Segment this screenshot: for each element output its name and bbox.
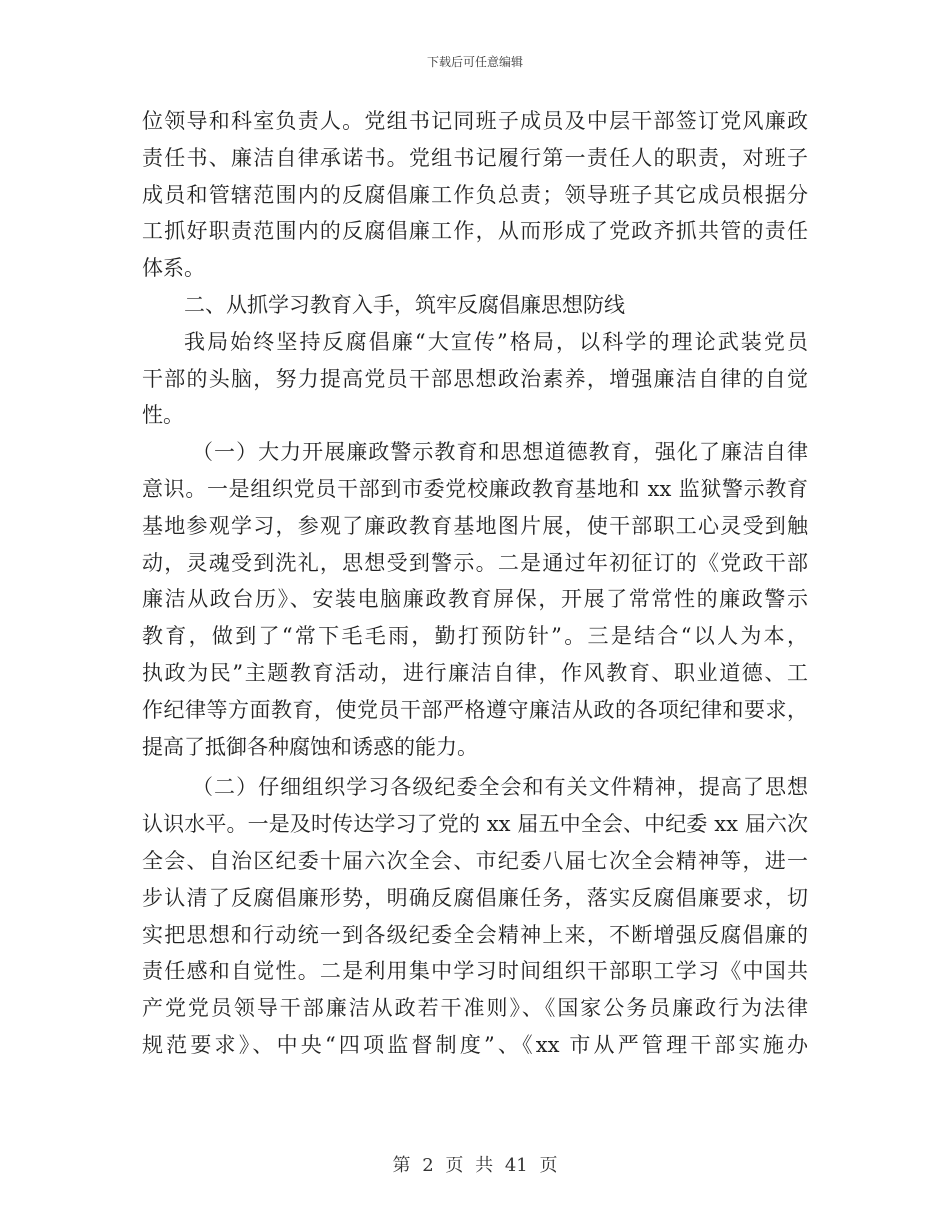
body-line: 步认清了反腐倡廉形势，明确反腐倡廉任务，落实反腐倡廉要求，切 (142, 885, 808, 910)
subsection-heading-line: （一）大力开展廉政警示教育和思想道德教育，强化了廉洁自律 (192, 440, 808, 465)
subsection-heading-line: （二）仔细组织学习各级纪委全会和有关文件精神，提高了思想 (192, 775, 808, 800)
body-line: 意识。一是组织党员干部到市委党校廉政教育基地和 xx 监狱警示教育 (142, 476, 808, 501)
body-line: 位领导和科室负责人。党组书记同班子成员及中层干部签订党风廉政 (142, 109, 808, 133)
body-line: 工抓好职责范围内的反腐倡廉工作，从而形成了党政齐抓共管的责任 (142, 219, 808, 244)
body-line: 责任书、廉洁自律承诺书。党组书记履行第一责任人的职责，对班子 (142, 145, 808, 170)
body-line: 全会、自治区纪委十届六次全会、市纪委八届七次全会精神等，进一 (142, 848, 808, 873)
body-line: 产党党员领导干部廉洁从政若干准则》、《国家公务员廉政行为法律 (142, 996, 808, 1021)
body-line: 执政为民”主题教育活动，进行廉洁自律，作风教育、职业道德、工 (142, 660, 808, 685)
body-line: 我局始终坚持反腐倡廉“大宣传”格局，以科学的理论武装党员 (184, 329, 808, 354)
body-line: 成员和管辖范围内的反腐倡廉工作负总责；领导班子其它成员根据分 (142, 182, 808, 207)
body-line: 认识水平。一是及时传达学习了党的 xx 届五中全会、中纪委 xx 届六次 (142, 812, 808, 837)
body-line: 动，灵魂受到洗礼，思想受到警示。二是通过年初征订的《党政干部 (142, 550, 808, 575)
body-line: 提高了抵御各种腐蚀和诱惑的能力。 (142, 734, 478, 759)
body-line: 实把思想和行动统一到各级纪委全会精神上来，不断增强反腐倡廉的 (142, 922, 808, 947)
body-line: 廉洁从政台历》、安装电脑廉政教育屏保，开展了常常性的廉政警示 (142, 587, 808, 612)
body-line: 干部的头脑，努力提高党员干部思想政治素养，增强廉洁自律的自觉 (142, 366, 808, 391)
body-line: 体系。 (142, 256, 205, 281)
body-line: 规范要求》、中央“四项监督制度”、《xx 市从严管理干部实施办 (142, 1032, 808, 1057)
section-heading: 二、从抓学习教育入手，筑牢反腐倡廉思想防线 (184, 292, 625, 317)
body-line: 作纪律等方面教育，使党员干部严格遵守廉洁从政的各项纪律和要求， (142, 697, 808, 722)
document-body (142, 103, 808, 1064)
page-header: 下载后可任意编辑 (426, 55, 523, 69)
body-line: 责任感和自觉性。二是利用集中学习时间组织干部职工学习《中国共 (142, 959, 808, 984)
body-line: 教育，做到了“常下毛毛雨，勤打预防针”。三是结合“以人为本， (142, 624, 808, 649)
body-line: 基地参观学习，参观了廉政教育基地图片展，使干部职工心灵受到触 (142, 513, 808, 538)
body-line: 性。 (142, 403, 184, 428)
page-footer: 第 2 页 共 41 页 (392, 1155, 558, 1176)
